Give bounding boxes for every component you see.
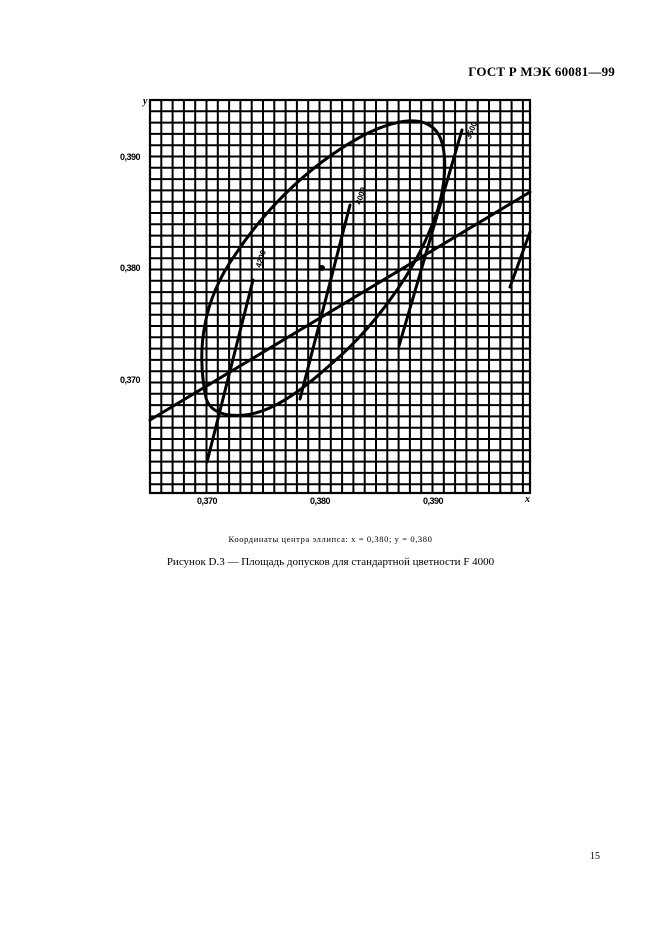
- y-tick-label: 0,370: [120, 375, 141, 385]
- curve-label-4000: 4000: [354, 186, 369, 206]
- y-tick-label: 0,380: [120, 263, 141, 273]
- x-tick-label: 0,380: [310, 496, 331, 506]
- x-tick-label: 0,390: [423, 496, 444, 506]
- ellipse-center-note: Координаты центра эллипса: x = 0,380; y = 0,380: [228, 534, 433, 544]
- x-axis-name: x: [525, 494, 530, 505]
- grid: [150, 100, 530, 493]
- isotemperature-line-edge: [510, 232, 530, 287]
- curve-label-4200: 4200: [254, 249, 269, 269]
- ellipse-center-point: [319, 265, 325, 271]
- page-number: 15: [590, 851, 600, 862]
- document-code-header: ГОСТ Р МЭК 60081—99: [468, 64, 615, 79]
- x-tick-label: 0,370: [197, 496, 218, 506]
- y-tick-label: 0,390: [120, 152, 141, 162]
- curve-label-3500: 3500: [464, 120, 480, 141]
- y-axis-name: y: [143, 96, 148, 107]
- figure-caption: Рисунок D.3 — Площадь допусков для стандартной цветности F 4000: [166, 556, 495, 568]
